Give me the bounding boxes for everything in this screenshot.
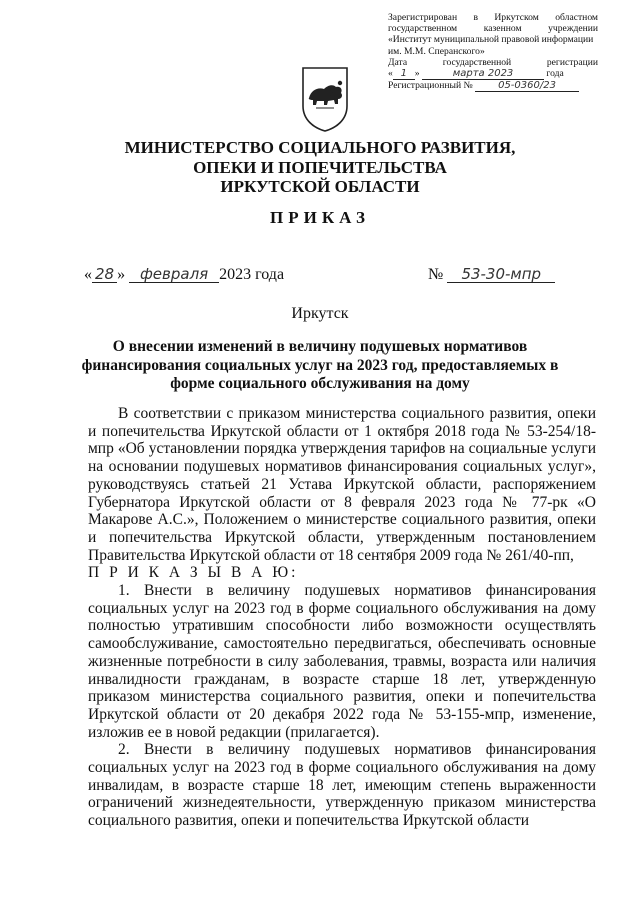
coat-of-arms-icon — [300, 66, 350, 132]
registration-line-3: «Институт муниципальной правовой информации — [388, 34, 594, 46]
registration-line-2: государственном казенном учреждении — [388, 23, 598, 35]
order-body — [88, 405, 596, 830]
registration-number-label: Регистрационный № — [388, 80, 473, 92]
ministry-line-1: МИНИСТЕРСТВО СОЦИАЛЬНОГО РАЗВИТИЯ, — [124, 138, 516, 157]
order-number-label: № — [428, 266, 444, 283]
preamble-paragraph: В соответствии с приказом министерства социального развития, опеки и попечительства Иркутской области от 1 октября 2018 года № 53-254/18-мпр «Об установлении порядка утверждения тарифов на социальные услуги на основании подушевых нормативов финансирования социальных услуг», руководствуясь статьей 21 Устава Иркутской области, распоряжением Губернатора Иркутской области от 8 февраля 2023 года № 77-рк «О Макарове А.С.», Положением о министерстве социального развития, опеки и попечительства Иркутской области, утвержденным постановлением Правительства Иркутской области от 18 сентября 2009 года № 261/40-пп, — [88, 405, 596, 564]
registration-date-line: « 1 » марта 2023 года — [388, 68, 564, 80]
registration-number-line — [388, 80, 598, 92]
registration-line-1: Зарегистрирован в Иркутском областном — [388, 12, 598, 23]
order-month: февраля — [129, 267, 219, 283]
city: Иркутск — [291, 305, 349, 322]
clause-1: 1. Внести в величину подушевых нормативов финансирования социальных услуг на 2023 год в форме социального обслуживания на дому полностью утратившим способности либо возможности осуществлять самообслуживание, самостоятельно передвигаться, обеспечивать основные жизненные потребности в силу заболевания, травмы, возраста или наличия инвалидности гражданам, в возрасте старше 18 лет, утвержденную приказом министерства социального развития, опеки и попечительства Иркутской области от 20 декабря 2022 года № 53-155-мпр, изменение, изложив ее в новой редакции (прилагается). — [88, 582, 596, 741]
registration-line-5: Дата государственной регистрации — [388, 56, 598, 68]
ministry-line-3: ИРКУТСКОЙ ОБЛАСТИ — [220, 177, 420, 196]
clause-2: 2. Внести в величину подушевых нормативов финансирования социальных услуг на 2023 год в форме социального обслуживания на дому инвалидам, в возрасте старше 18 лет, имеющим степень выраженности ограничений жизнедеятельности, утвержденную приказом министерства социального развития, опеки и попечительства Иркутской области — [88, 741, 596, 830]
document-type: ПРИКАЗ — [270, 208, 370, 227]
registration-day: 1 — [393, 69, 415, 80]
ministry-name — [0, 138, 640, 197]
registration-line-4: им. М.М. Сперанского» — [388, 45, 485, 57]
order-number — [428, 266, 555, 284]
order-day: 28 — [92, 267, 117, 283]
registration-month-year: марта 2023 — [422, 69, 544, 80]
registration-number: 05-0360/23 — [475, 81, 579, 92]
prikazyvayu: П Р И К А З Ы В А Ю: — [88, 564, 299, 582]
order-year: 2023 года — [219, 266, 285, 283]
order-heading: О внесении изменений в величину подушевых нормативов финансирования социальных услуг на 2023 год, предоставляемых в форме социального обслуживания на дому — [81, 338, 559, 392]
ministry-line-2: ОПЕКИ И ПОПЕЧИТЕЛЬСТВА — [193, 157, 447, 177]
order-date: « 28 » февраля 2023 года — [84, 265, 285, 283]
order-number-value: 53-30-мпр — [447, 267, 555, 283]
registration-stamp — [388, 12, 598, 92]
